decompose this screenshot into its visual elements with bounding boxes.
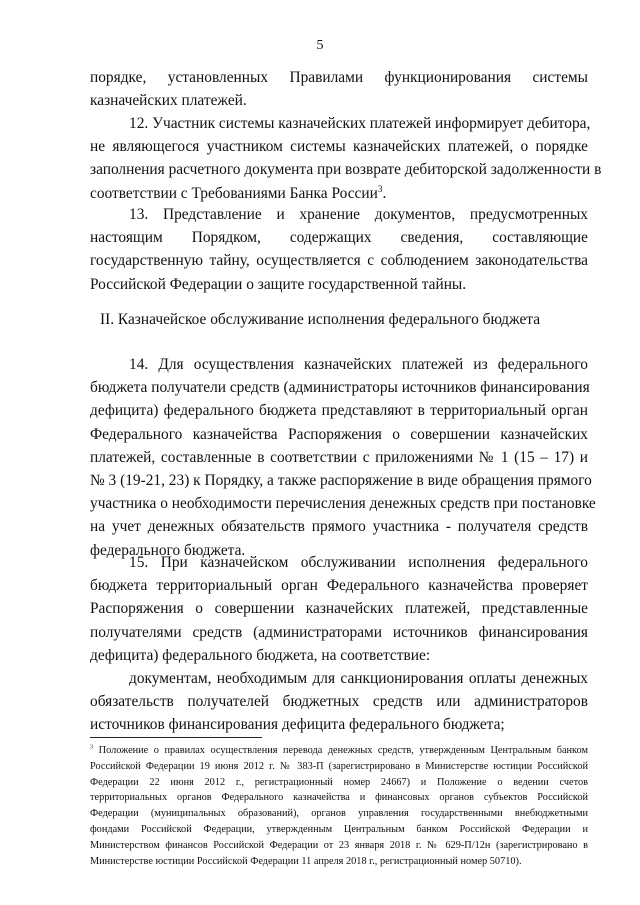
text-line: бюджета территориальный орган Федерального казначейства проверяет [90,577,588,595]
section-heading: II. Казначейское обслуживание исполнения федерального бюджета [99,311,541,328]
text-line: 13. Представление и хранение документов, предусмотренных [129,206,588,223]
footnote [90,743,588,869]
text-line: обязательств получателей бюджетных средств или администраторов [90,693,588,711]
text-line: казначейских платежей. [90,92,247,110]
paragraph-15 [90,551,588,667]
text-line: Федерального казначейства Распоряжения о совершении казначейских [90,425,588,443]
text-line: документам, необходимым для санкционирования оплаты денежных [129,670,588,687]
text-line: источников финансирования дефицита федерального бюджета; [90,716,505,734]
text-line: бюджета получатели средств (администраторы источников финансирования [90,379,590,397]
text-line: настоящим Порядком, содержащих сведения, составляющие [90,229,588,247]
text-line: Распоряжения о совершении казначейских платежей, представленные [90,600,588,618]
continuation-paragraph [90,66,588,112]
text-line: заполнения расчетного документа при возврате дебиторской задолженности в [90,161,602,179]
footnote-line: Российской Федерации 19 июня 2012 г. № 383-П (зарегистрировано в Министерстве юстиции Российской [90,760,588,772]
text-line: не являющегося участником системы казначейских платежей, о порядке [90,138,588,156]
page-number: 5 [316,38,324,53]
text-line: государственную тайну, осуществляется с соблюдением законодательства [90,252,588,270]
text-line: № 3 (19-21, 23) к Порядку, а также распоряжение в виде обращения прямого [90,471,592,489]
text-line: порядке, установленных Правилами функционирования системы [90,69,588,86]
text-fragment: . [382,184,387,202]
text-line: участника о необходимости перечисления денежных средств при постановке [90,495,596,513]
text-line [90,182,588,205]
footnote-line: Федерации (муниципальных образований), органов управления государственными внебюджетными [90,808,588,820]
text-line: дефицита) федерального бюджета представляют в территориальный орган [90,402,588,420]
footnote-line [90,743,588,759]
text-line: 14. Для осуществления казначейских платежей из федерального [129,356,588,373]
text-line: на учет денежных обязательств прямого участника - получателя средств [90,518,588,536]
text-line: федерального бюджета. [90,541,246,559]
text-line: дефицита) федерального бюджета, на соответствие: [90,646,431,664]
footnote-divider [90,737,262,738]
paragraph-14 [90,353,596,562]
text-line: получателями средств (администраторами источников финансирования [90,623,588,641]
footnote-line: Министерством финансов Российской Федерации от 23 января 2018 г. № 629-П/12н (зарегистрировано в [90,839,588,851]
text-line: Российской Федерации о защите государственной тайны. [90,275,467,293]
footnote-line: Федерации 22 июня 2012 г., регистрационный номер 24667) и Положение о ведении счетов [90,776,588,788]
paragraph-13 [90,203,588,296]
footnote-reference[interactable]: 3 [377,183,383,194]
paragraph-documents [90,667,588,737]
paragraph-12 [90,112,602,205]
text-line: 15. При казначейском обслуживании исполнения федерального [129,554,588,571]
text-line: 12. Участник системы казначейских платежей информирует дебитора, [129,115,591,132]
text-fragment: Положение о правилах осуществления перевода денежных средств, утвержденным Центральным банком [93,745,588,756]
text-line: платежей, составленные в соответствии с приложениями № 1 (15 – 17) и [90,448,588,466]
footnote-line: фондами Российской Федерации, утвержденным Центральным банком Российской Федерации и [90,823,588,835]
text-fragment: соответствии с Требованиями Банка России [90,184,378,202]
footnote-line: Министерстве юстиции Российской Федерации 11 апреля 2018 г., регистрационный номер 50710). [90,855,522,867]
footnote-line: территориальных органов Федерального казначейства и финансовых органов субъектов Российской [90,792,588,804]
footnote-mark: 3 [90,743,94,751]
